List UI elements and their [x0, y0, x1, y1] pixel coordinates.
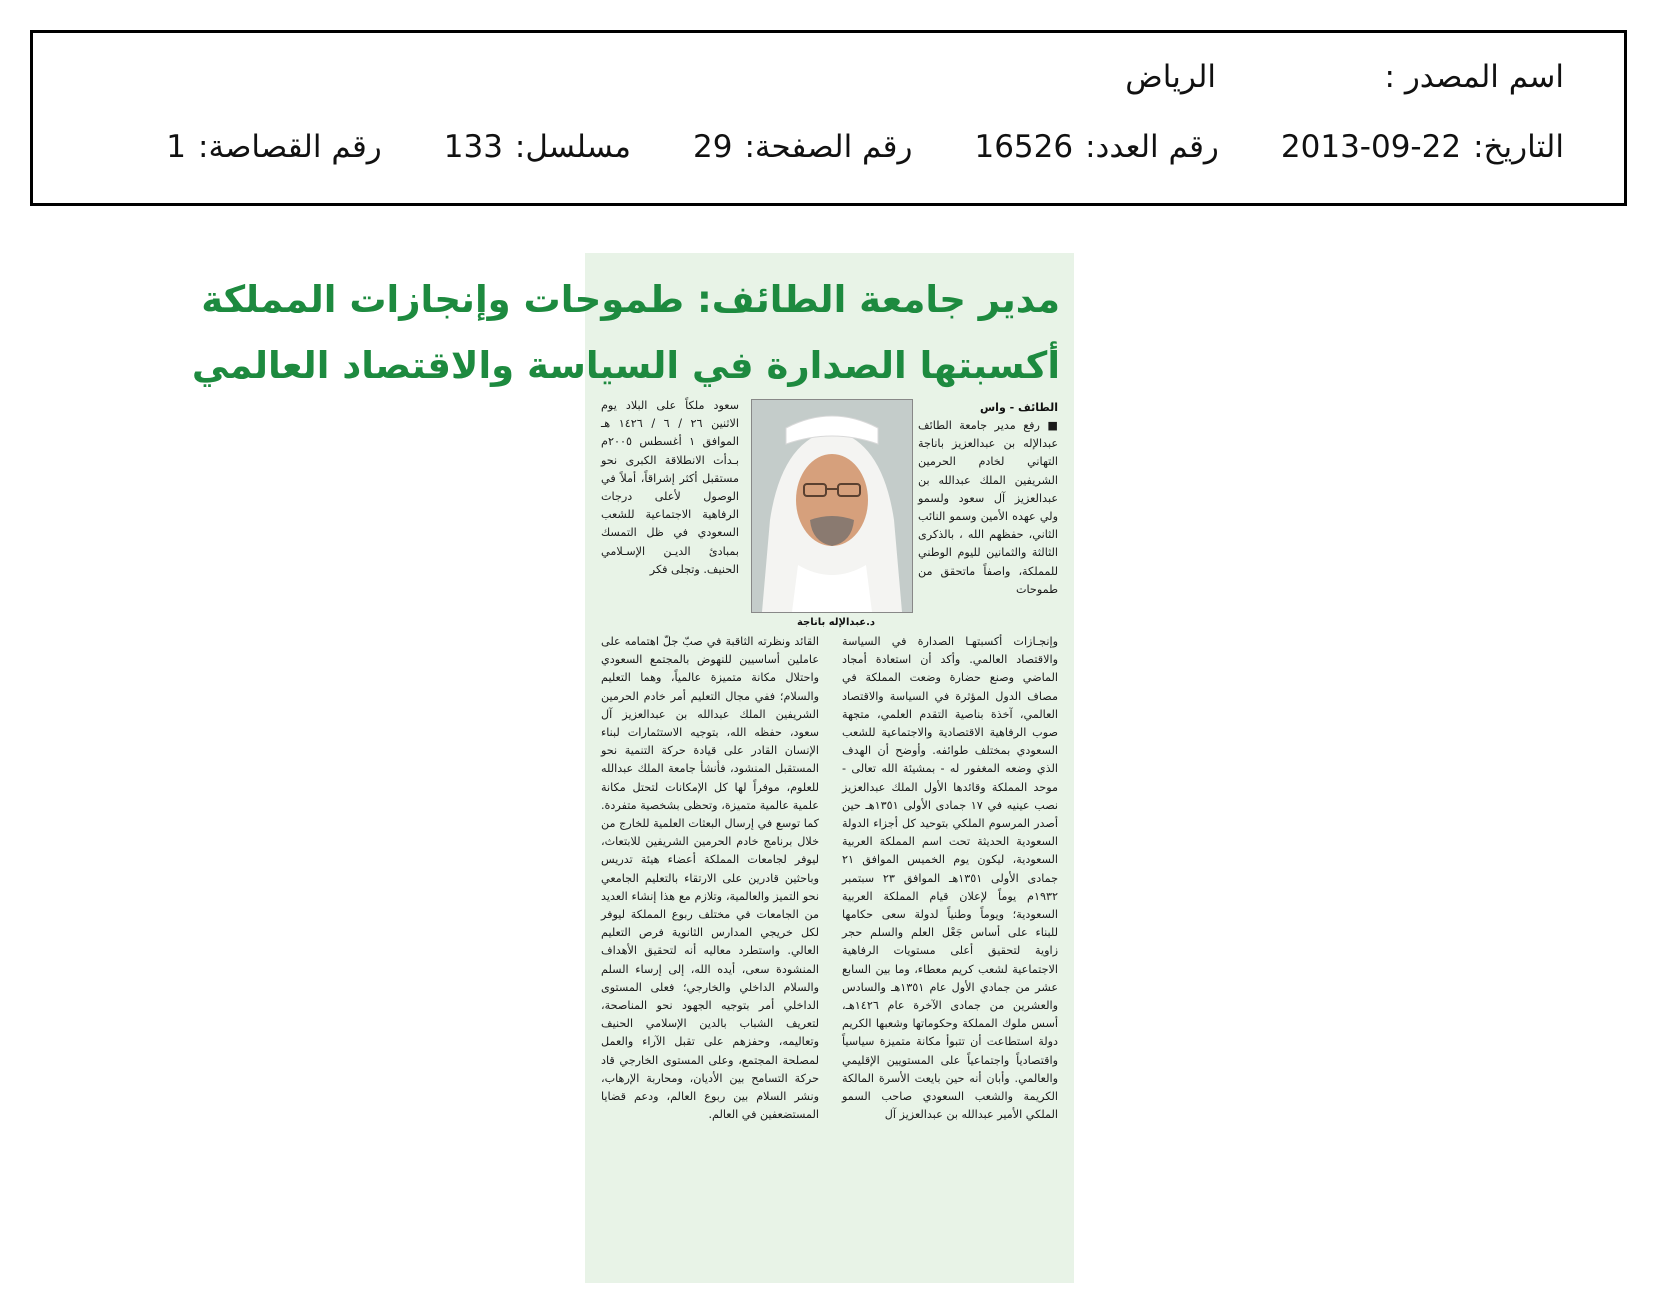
issue-label: رقم العدد: — [1085, 129, 1219, 165]
article-byline: الطائف - واس — [980, 401, 1058, 414]
clipping-info-box — [30, 30, 1627, 206]
portrait-photo — [751, 399, 913, 613]
headline-line-2: أكسبتها الصدارة في السياسة والاقتصاد العالمي — [191, 344, 1060, 387]
article-column-right-bottom: وإنجـازات أكسبتهـا الصدارة في السياسة والاقتصاد العالمي. وأكد أن استعادة أمجاد الماضي وصنع حضارة وضعت المملكة في مصاف الدول المؤثرة في السياسة والاقتصاد العالمي، آخذة بناصية التقدم العلمي، متجهة صوب الرفاهية الاقتصادية والاجتماعية للشعب السعودي بمختلف طوائفه. وأوضح أن الهدف الذي وضعه المغفور له - بمشيئة الله تعالى - موحد المملكة وقائدها الأول الملك عبدالعزيز نصب عينيه في ١٧ جمادى الأولى ١٣٥١هـ حين أصدر المرسوم الملكي بتوحيد كل أجزاء الدولة السعودية الحديثة تحت اسم المملكة العربية السعودية، ليكون يوم الخميس الموافق ٢١ جمادى الأولى ١٣٥١هـ الموافق ٢٣ سبتمبر ١٩٣٢م يوماً لإعلان قيام المملكة العربية السعودية؛ ويوماً وطنياً لدولة سعى حكامها للبناء على أساس جَعْل العلم والسلم حجر زاوية لتحقيق أعلى مستويات الرفاهية الاجتماعية لشعب كريم معطاء، وما بين السابع عشر من جمادي الأول عام ١٣٥١هـ والسادس والعشرين من جمادى الآخرة عام ١٤٢٦هـ، أسس ملوك المملكة وحكوماتها وشعبها الكريم دولة استطاعت أن تتبوأ مكانة متميزة سياسياً واقتصادياً واجتماعياً على المستويين الإقليمي والعالمي. وأبان أنه حين بايعت الأسرة المالكة الكريمة والشعب السعودي صاحب السمو الملكي الأمير عبدالله بن عبدالعزيز آل — [842, 635, 1059, 1122]
date-label: التاريخ: — [1473, 129, 1564, 165]
article-column-right-top: ■ رفع مدير جامعة الطائف عبدالإله بن عبدالعزيز باناجة التهاني لخادم الحرمين الشريفين الملك عبدالله بن عبدالعزيز آل سعود ولسمو ولي عهده الأمين وسمو النائب الثاني، حفظهم الله ، بالذكرى الثالثة والثمانين لليوم الوطني للمملكة، واصفاً ماتحقق من طموحات — [918, 419, 1058, 596]
issue-value: 16526 — [974, 129, 1074, 165]
serial-value: 133 — [443, 129, 503, 165]
serial-field — [444, 129, 631, 165]
issue-field — [974, 129, 1218, 165]
portrait-image — [752, 400, 912, 612]
article-headline — [191, 267, 1060, 399]
date-value: 2013-09-22 — [1280, 129, 1462, 165]
photo-caption: د.عبدالإله باناجة — [796, 617, 876, 628]
serial-label: مسلسل: — [514, 129, 632, 165]
details-row — [104, 129, 1564, 165]
source-value: الرياض — [1125, 59, 1216, 95]
page-field — [693, 129, 912, 165]
clip-label: رقم القصاصة: — [198, 129, 382, 165]
page-label: رقم الصفحة: — [744, 129, 913, 165]
article-column-left-bottom: القائد ونظرته الثاقبة في صبّ جلّ اهتمامه على عاملين أساسيين للنهوض بالمجتمع السعودي واحتلال مكانة متميزة عالمياً، وهما التعليم والسلام؛ ففي مجال التعليم أمر خادم الحرمين الشريفين الملك عبدالله بن عبدالعزيز آل سعود، حفظه الله، بتوجيه الاستثمارات لبناء الإنسان القادر على قيادة حركة التنمية نحو المستقبل المنشود، فأنشأ جامعة الملك عبدالله للعلوم، موفراً لها كل الإمكانات لتحتل مكانة علمية عالمية متميزة، وتحظى بشخصية متفردة. كما توسع في إرسال البعثات العلمية للخارج من خلال برنامج خادم الحرمين الشريفين للابتعاث، ليوفر لجامعات المملكة أعضاء هيئة تدريس وباحثين قادرين على الارتقاء بالتعليم الجامعي نحو التميز والعالمية، وتلازم مع هذا إنشاء العديد من الجامعات في مختلف ربوع المملكة ليوفر لكل خريجي المدارس الثانوية فرص التعليم العالي. واستطرد معاليه أنه لتحقيق الأهداف المنشودة سعى، أيده الله، إلى إرساء السلم والسلام الداخلي والخارجي؛ فعلى المستوى الداخلي أمر بتوجيه الجهود نحو المناصحة، لتعريف الشباب بالدين الإسلامي الحنيف وتعاليمه، وحفزهم على تقبل الآراء والعمل لمصلحة المجتمع، وعلى المستوى الخارجي قاد حركة التسامح بين الأديان، ومحاربة الإرهاب، ونشر السلام بين ربوع العالم، ودعم قضايا المستضعفين في العالم. — [601, 635, 819, 1122]
source-label: اسم المصدر : — [1384, 59, 1564, 95]
source-row — [1125, 59, 1564, 95]
newspaper-clipping — [191, 253, 1074, 1283]
article-column-left-top: سعود ملكاً على البلاد يوم الاثنين ٢٦ / ٦ / ١٤٢٦ هـ الموافق ١ أغسطس ٢٠٠٥م بـدأت الانطلاقة الكبرى نحو مستقبل أكثر إشراقاً، أملاً في الوصول لأعلى درجات الرفاهية الاجتماعية للشعب السعودي في ظل التمسك بمبادئ الديـن الإسـلامي الحنيف. وتجلى فكر — [601, 399, 739, 576]
clip-field — [166, 129, 381, 165]
page-value: 29 — [693, 129, 733, 165]
date-field — [1281, 129, 1564, 165]
clip-value: 1 — [166, 129, 187, 165]
headline-line-1: مدير جامعة الطائف: طموحات وإنجازات المملكة — [201, 278, 1060, 321]
